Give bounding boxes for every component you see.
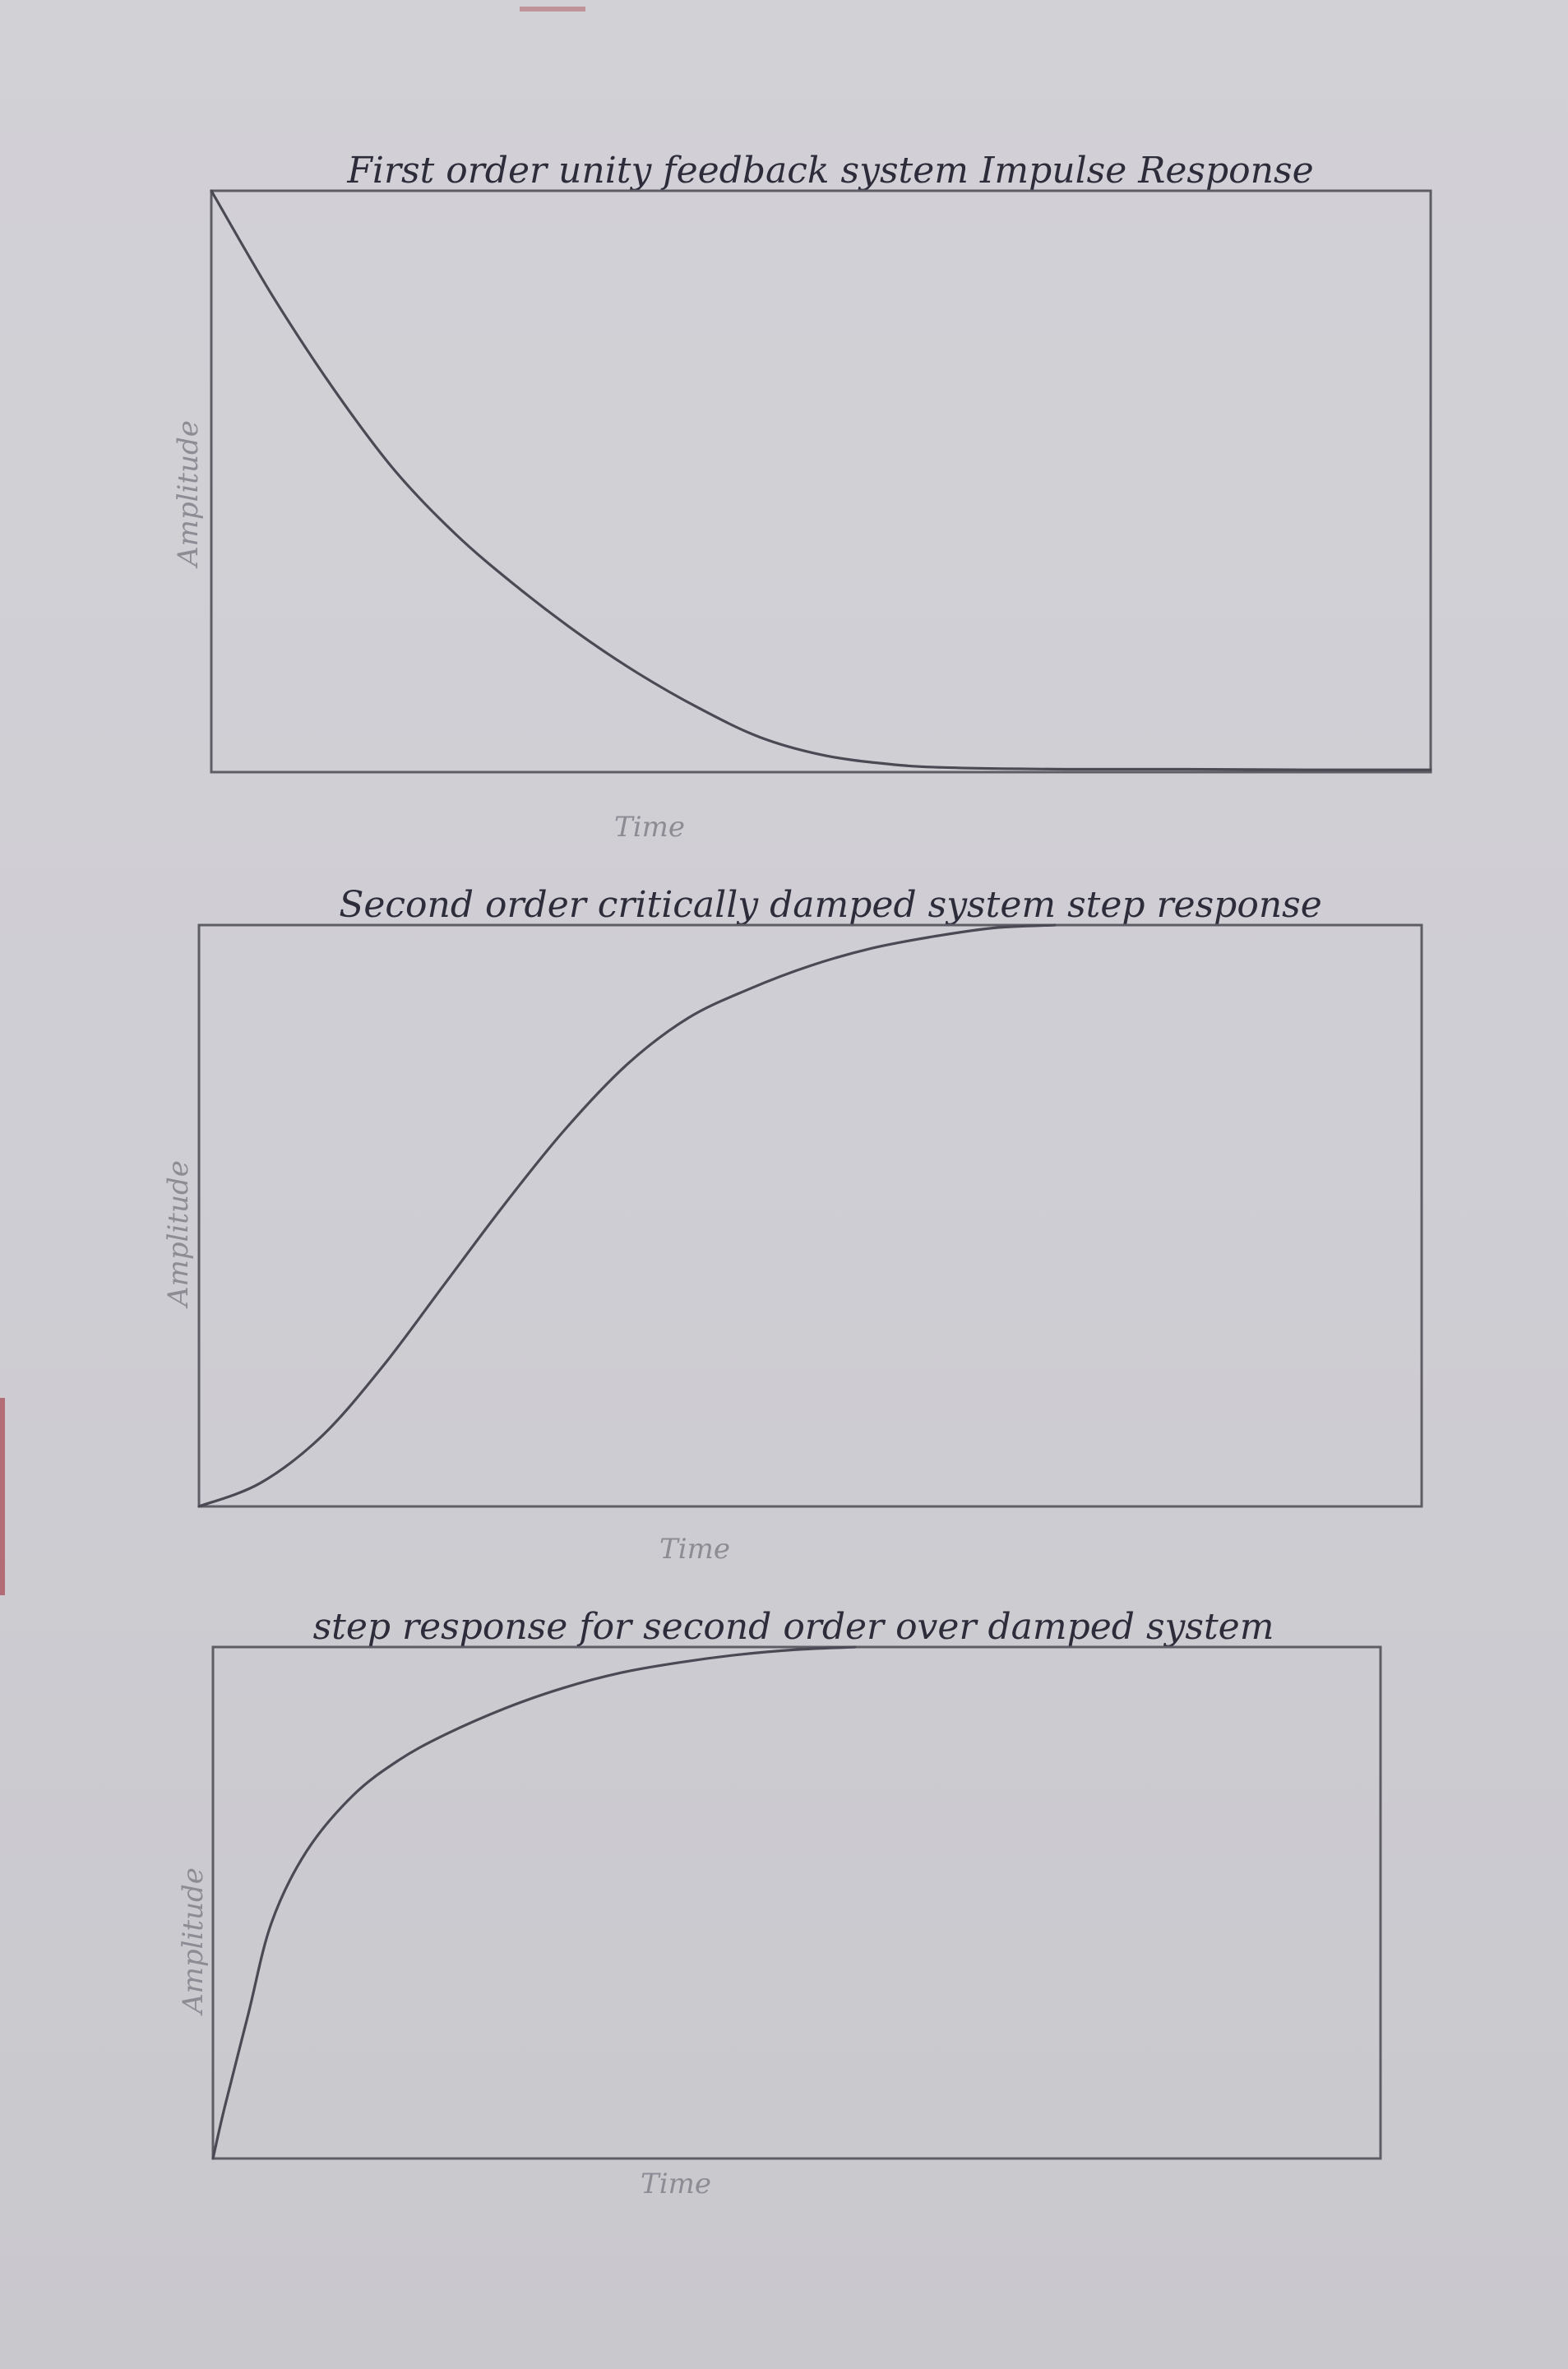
- chart-2-ylabel: Amplitude: [162, 1160, 195, 1307]
- chart-3-ylabel: Amplitude: [177, 1867, 210, 2014]
- chart-3-xlabel: Time: [641, 2168, 711, 2200]
- chart-1-xlabel: Time: [614, 811, 685, 844]
- chart-2-title: Second order critically damped system step response: [339, 884, 1322, 926]
- chart-1-frame: [211, 191, 1431, 772]
- chart-2-frame: [199, 925, 1422, 1506]
- chart-panel-3: [177, 1606, 1381, 2200]
- chart-2-series-line: [199, 925, 1055, 1506]
- chart-1-series-line: [211, 191, 1431, 770]
- chart-panel-1: [172, 150, 1431, 844]
- chart-3-series-line: [213, 1647, 855, 2158]
- chart-3-frame: [213, 1647, 1381, 2158]
- chart-1-title: First order unity feedback system Impulse Response: [347, 150, 1314, 192]
- top-edge-mark: [520, 7, 585, 12]
- margin-mark: [0, 1398, 5, 1595]
- chart-panel-2: [162, 884, 1422, 1566]
- chart-2-xlabel: Time: [659, 1533, 730, 1566]
- chart-1-ylabel: Amplitude: [172, 420, 205, 567]
- chart-3-title: step response for second order over damped system: [312, 1606, 1274, 1648]
